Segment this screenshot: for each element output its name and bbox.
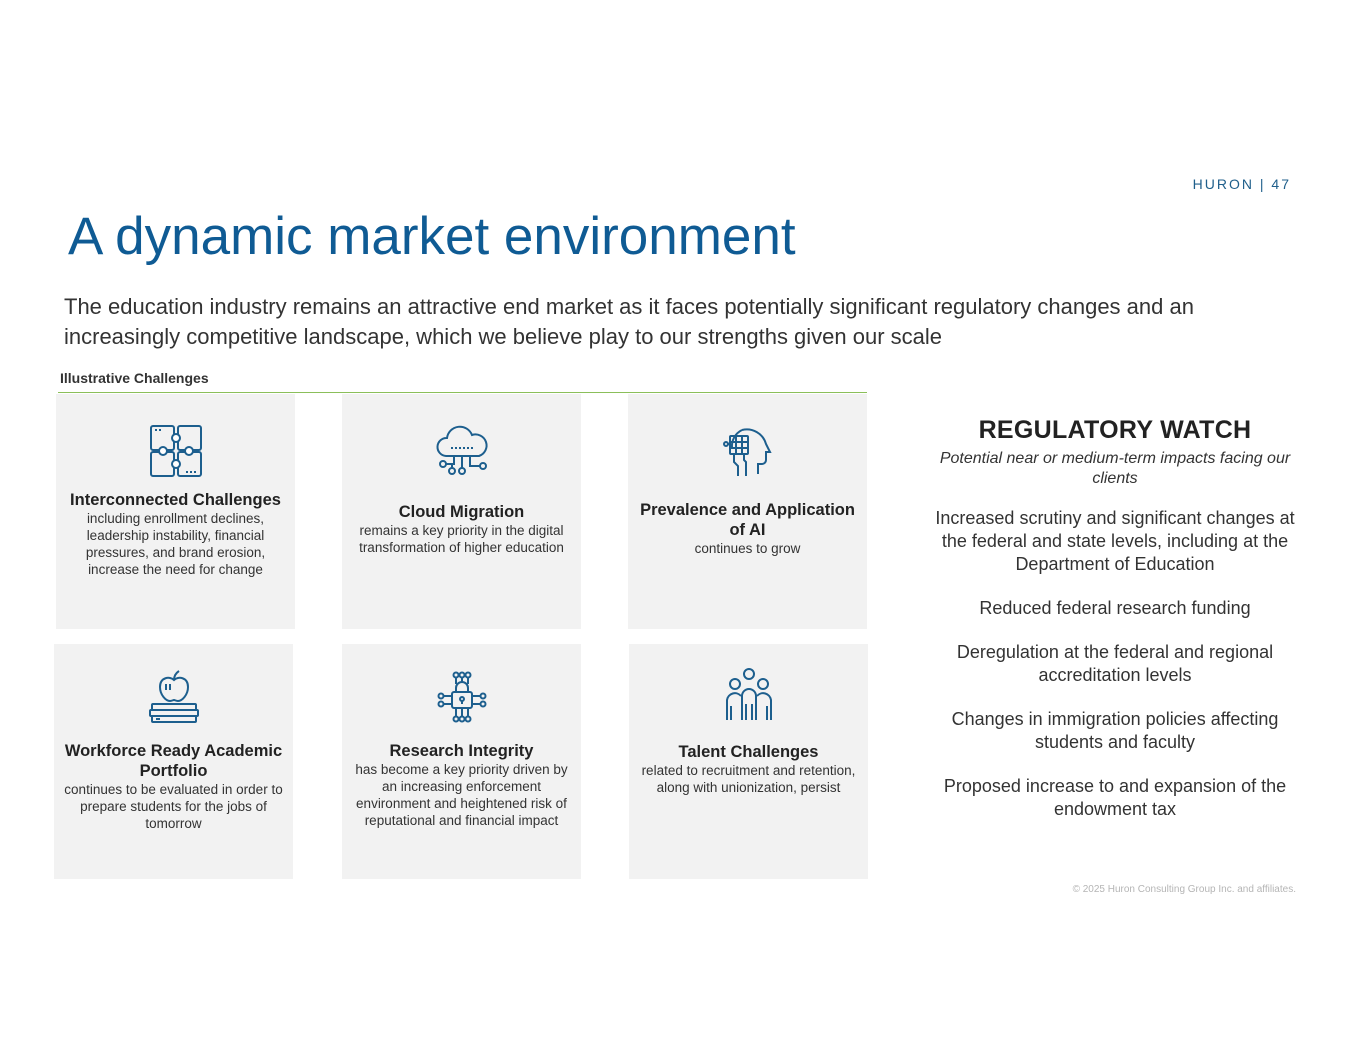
challenge-card bbox=[56, 394, 295, 629]
card-title: Talent Challenges bbox=[678, 743, 819, 761]
challenge-card bbox=[342, 644, 581, 879]
regulatory-item: Reduced federal research funding bbox=[979, 598, 1251, 618]
ai-head-icon bbox=[720, 422, 776, 480]
card-description: continues to grow bbox=[694, 541, 801, 556]
card-description: continues to be evaluated in order to prepare students for the jobs of tomorrow bbox=[64, 782, 283, 831]
regulatory-watch-subtitle: Potential near or medium-term impacts facing our clients bbox=[939, 450, 1291, 487]
regulatory-item: Proposed increase to and expansion of the endowment tax bbox=[943, 776, 1287, 819]
card-title: Workforce Ready Academic Portfolio bbox=[64, 742, 283, 780]
card-description: remains a key priority in the digital transformation of higher education bbox=[359, 523, 564, 555]
regulatory-item: Increased scrutiny and significant changes at the federal and state levels, including at the Department of Education bbox=[935, 508, 1295, 574]
page-title: A dynamic market environment bbox=[68, 207, 796, 266]
card-title: Research Integrity bbox=[389, 742, 534, 760]
card-description: has become a key priority driven by an increasing enforcement environment and heightened risk of reputational and financial impact bbox=[355, 762, 568, 828]
copyright-notice: © 2025 Huron Consulting Group Inc. and affiliates. bbox=[1072, 884, 1296, 895]
card-description: related to recruitment and retention, along with unionization, persist bbox=[641, 763, 856, 795]
regulatory-item: Changes in immigration policies affecting students and faculty bbox=[951, 709, 1279, 752]
section-divider bbox=[58, 392, 867, 393]
circuit-lock-icon bbox=[434, 668, 490, 726]
card-title: Prevalence and Application of AI bbox=[640, 501, 855, 539]
card-description: including enrollment declines, leadership instability, financial pressures, and brand erosion, increase the need for change bbox=[85, 511, 266, 577]
section-label: Illustrative Challenges bbox=[60, 370, 209, 386]
card-title: Interconnected Challenges bbox=[70, 491, 281, 509]
regulatory-watch-panel bbox=[930, 416, 1300, 821]
card-title: Cloud Migration bbox=[398, 503, 525, 521]
regulatory-watch-title: REGULATORY WATCH bbox=[978, 416, 1252, 444]
apple-books-icon bbox=[146, 666, 202, 724]
cloud-network-icon bbox=[434, 422, 490, 480]
challenge-card bbox=[628, 394, 867, 629]
puzzle-icon bbox=[148, 422, 204, 480]
regulatory-item: Deregulation at the federal and regional accreditation levels bbox=[956, 642, 1274, 685]
challenge-card bbox=[342, 394, 581, 629]
people-group-icon bbox=[721, 666, 777, 724]
challenge-card bbox=[54, 644, 293, 879]
challenge-card bbox=[629, 644, 868, 879]
page-subtitle: The education industry remains an attractive end market as it faces potentially significant regulatory changes and an increasingly competitive landscape, which we believe play to our strengths given our scale bbox=[64, 294, 1194, 349]
page-tag: HURON | 47 bbox=[1192, 176, 1291, 192]
